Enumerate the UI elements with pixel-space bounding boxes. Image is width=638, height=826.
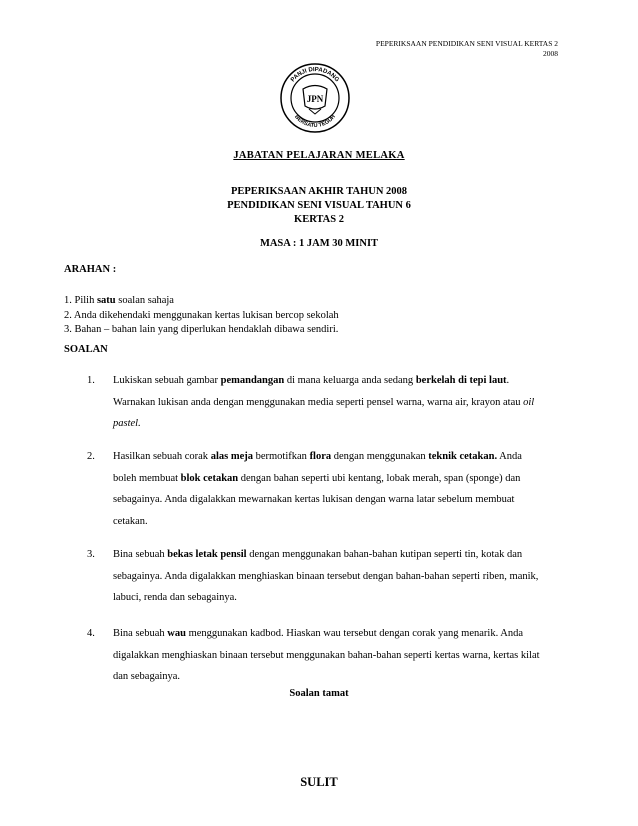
instruction-item bbox=[64, 294, 339, 309]
question-number: 3. bbox=[87, 549, 95, 560]
question-text: Bina sebuah bbox=[113, 628, 168, 639]
question-1 bbox=[87, 370, 543, 435]
question-number: 1. bbox=[87, 375, 95, 386]
question-keyword: blok cetakan bbox=[180, 472, 239, 484]
classification-footer: SULIT bbox=[300, 775, 338, 789]
header-title: PEPERIKSAAN PENDIDIKAN SENI VISUAL KERTAS 2 bbox=[375, 39, 558, 48]
question-text: dengan menggunakan bahan-bahan kutipan seperti tin, kotak dan sebagainya. Anda digalakkan menghiaskan binaan tersebut dengan bahan-bahan seperti riben, manik, labuci, renda dan sebagainya. bbox=[113, 549, 539, 603]
end-of-questions: Soalan tamat bbox=[289, 688, 349, 699]
question-number: 2. bbox=[87, 451, 95, 462]
jpn-crest-logo bbox=[279, 62, 351, 134]
instruction-item: 2. Anda dikehendaki menggunakan kertas lukisan bercop sekolah bbox=[64, 309, 339, 321]
question-keyword: bekas letak pensil bbox=[167, 549, 247, 560]
instruction-text: 1. Pilih bbox=[64, 295, 97, 306]
question-keyword: alas meja bbox=[210, 451, 253, 462]
question-text: menggunakan kadbod. Hiaskan wau tersebut dengan corak yang menarik. Anda digalakkan menghiaskan binaan tersebut menggunakan bahan-bahan seperti kertas warna, kertas kilat dan sebagainya. bbox=[113, 628, 540, 682]
question-text: dengan menggunakan bbox=[331, 451, 429, 462]
question-text: bermotifkan bbox=[252, 451, 310, 462]
question-3 bbox=[87, 544, 543, 609]
instructions-heading: ARAHAN : bbox=[64, 264, 117, 275]
exam-paper: KERTAS 2 bbox=[294, 214, 344, 225]
question-text: Anda boleh membuat bbox=[113, 451, 522, 484]
question-keyword: pemandangan bbox=[220, 375, 285, 386]
question-text: Hasilkan sebuah corak bbox=[113, 451, 211, 462]
header-year: 2008 bbox=[543, 49, 558, 58]
question-keyword: berkelah di tepi laut bbox=[415, 375, 507, 386]
instructions-list bbox=[64, 294, 339, 338]
question-keyword: wau bbox=[167, 628, 186, 639]
logo-top-text: PANJI DIPADANG bbox=[290, 66, 340, 84]
department-title: JABATAN PELAJARAN MELAKA bbox=[233, 150, 405, 161]
question-number: 4. bbox=[87, 628, 95, 639]
questions-heading: SOALAN bbox=[64, 344, 108, 355]
instruction-emphasis: satu bbox=[96, 295, 116, 306]
question-italic: oil pastel. bbox=[113, 396, 535, 429]
question-text: dengan bahan seperti ubi kentang, lobak merah, span (sponge) dan sebagainya. Anda digalakkan mewarnakan kertas lukisan dengan warna latar sebelum membuat cetakan. bbox=[113, 472, 521, 527]
question-text: Bina sebuah bbox=[113, 549, 168, 560]
question-text: . Warnakan lukisan anda dengan menggunakan media seperti pensel warna, warna air, krayon atau bbox=[113, 375, 524, 408]
question-keyword: flora bbox=[309, 451, 332, 462]
exam-subject: PENDIDIKAN SENI VISUAL TAHUN 6 bbox=[227, 200, 411, 211]
instruction-text: soalan sahaja bbox=[115, 295, 174, 306]
logo-center-text: JPN bbox=[306, 94, 324, 104]
logo-bottom-text: BERSATU TEGUH bbox=[293, 114, 337, 130]
question-keyword: teknik cetakan. bbox=[428, 451, 498, 462]
question-text: Lukiskan sebuah gambar bbox=[113, 375, 221, 386]
running-header bbox=[258, 39, 558, 59]
instruction-item: 3. Bahan – bahan lain yang diperlukan hendaklah dibawa sendiri. bbox=[64, 324, 339, 335]
question-2 bbox=[87, 446, 543, 532]
exam-duration: MASA : 1 JAM 30 MINIT bbox=[259, 238, 379, 249]
question-text: di mana keluarga anda sedang bbox=[284, 375, 416, 386]
exam-title-block bbox=[0, 185, 638, 227]
question-4 bbox=[87, 623, 543, 688]
exam-name: PEPERIKSAAN AKHIR TAHUN 2008 bbox=[230, 186, 408, 197]
